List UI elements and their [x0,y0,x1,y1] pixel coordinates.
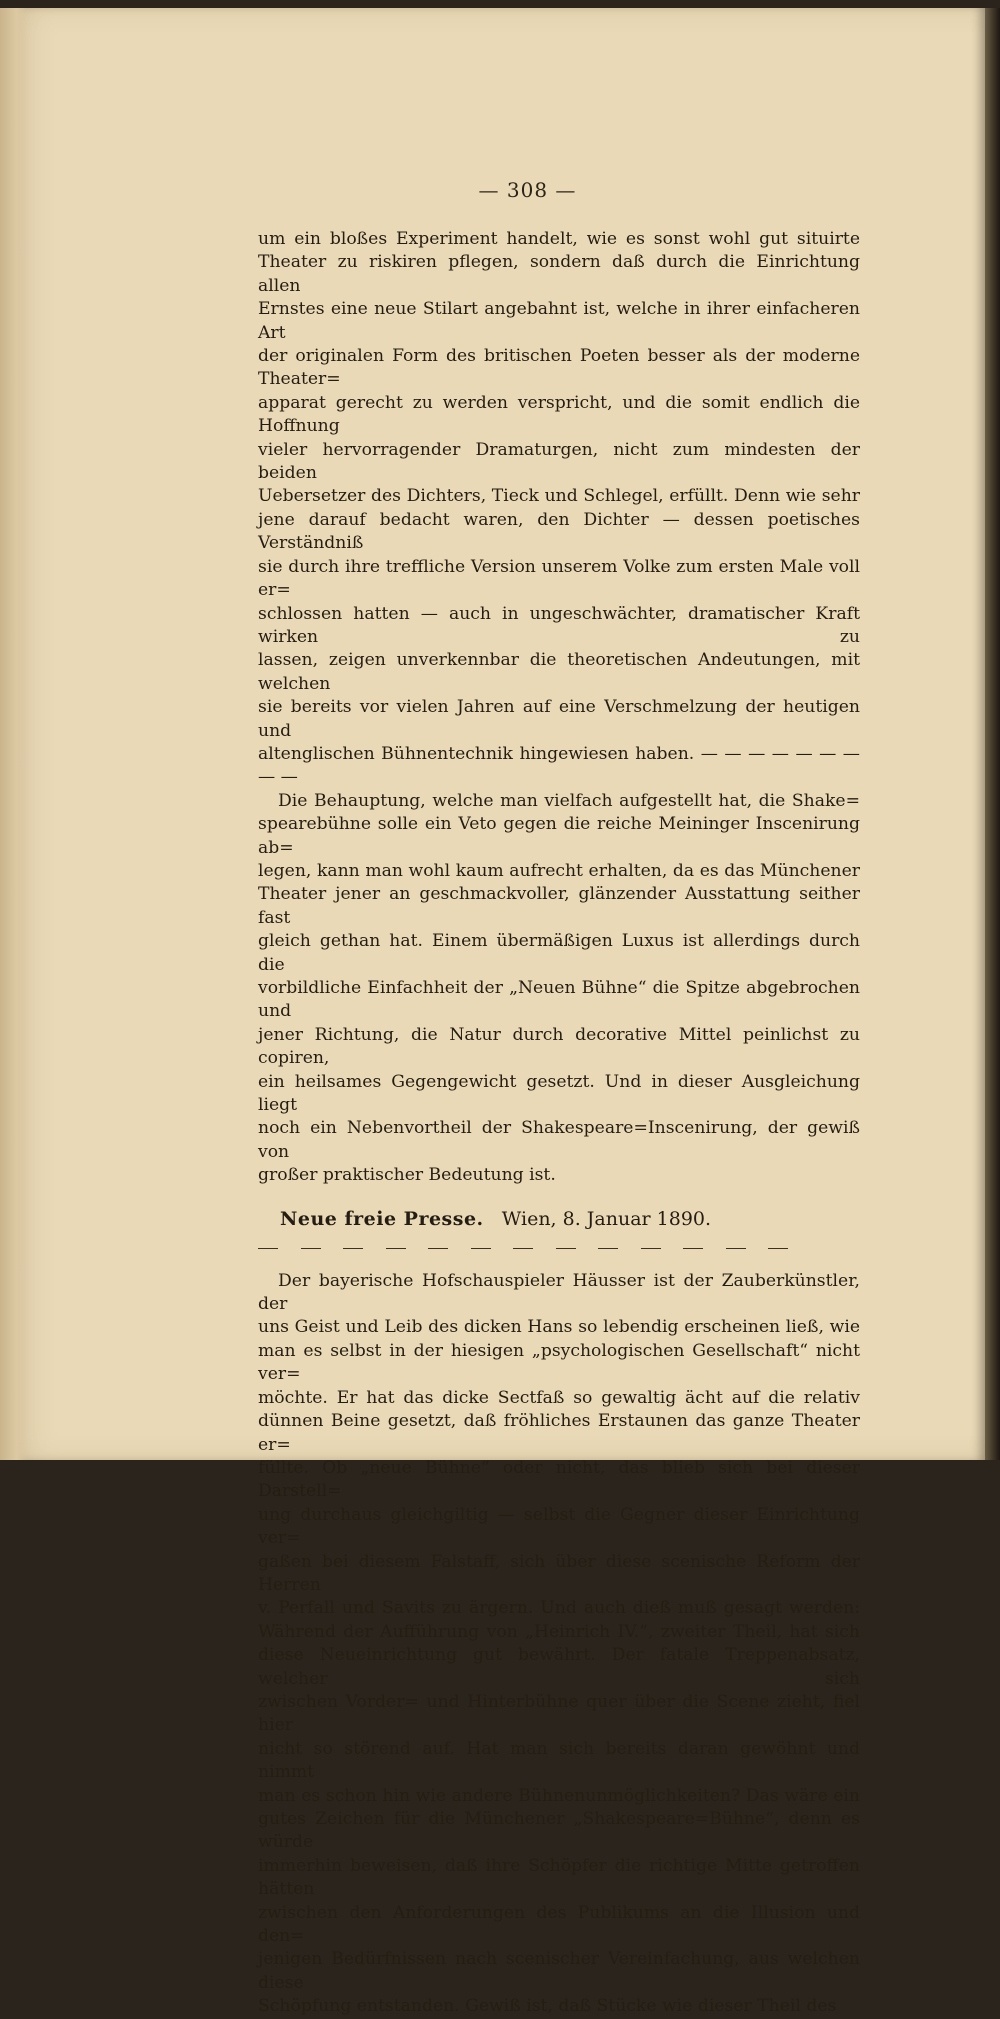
paragraph-review [258,1270,860,2019]
text-line: Ernstes eine neue Stilart angebahnt ist, welche in ihrer einfacheren Art [258,299,860,343]
text-line: gutes Zeichen für die Münchener „Shakespeare=Bühne“, denn es würde [258,1809,860,1853]
text-line: Während der Aufführung von „Heinrich IV.“, zweiter Theil, hat sich [258,1621,860,1642]
page-gutter [0,8,28,1460]
newspaper-name: Neue freie Presse. [280,1207,484,1230]
book-page [0,8,985,2017]
paragraph-behauptung [258,790,860,1188]
text-line: zwischen den Anforderungen des Publikums an die Illusion und den= [258,1902,860,1947]
text-line: sie durch ihre treffliche Version unserem Volke zum ersten Male voll er= [258,556,860,601]
text-line: ein heilsames Gegengewicht gesetzt. Und in dieser Ausgleichung liegt [258,1071,860,1116]
text-line: apparat gerecht zu werden verspricht, und die somit endlich die Hoffnung [258,392,860,437]
text-line: füllte. Ob „neue Bühne“ oder nicht, das blieb sich bei dieser Darstell= [258,1457,860,1502]
text-line: dünnen Beine gesetzt, daß fröhliches Erstaunen das ganze Theater er= [258,1411,860,1455]
text-line: immerhin beweisen, daß ihre Schöpfer die richtige Mitte getroffen hätten [258,1855,860,1900]
text-line: schlossen hatten — auch in ungeschwächter, dramatischer Kraft wirken zu [258,603,860,647]
text-line: diese Neueinrichtung gut bewährt. Der fatale Treppenabsatz, welcher sich [258,1645,860,1689]
text-line: lassen, zeigen unverkennbar die theoretischen Andeutungen, mit welchen [258,650,860,694]
text-line: vieler hervorragender Dramaturgen, nicht zum mindesten der beiden [258,439,860,484]
page-edge [985,8,1000,1460]
text-line: Schöpfung entstanden. Gewiß ist, daß Stücke wie dieser Theil des [258,1996,837,2017]
text-line: gaßen bei diesem Falstaff, sich über diese scenische Reform der Herren [258,1551,860,1595]
text-line: der originalen Form des britischen Poeten besser als der moderne Theater= [258,346,860,390]
text-line: großer praktischer Bedeutung ist. [258,1165,556,1186]
text-line: Uebersetzer des Dichters, Tieck und Schlegel, erfüllt. Denn wie sehr [258,486,860,507]
text-line: uns Geist und Leib des dicken Hans so lebendig erscheinen ließ, wie [258,1317,860,1338]
text-line: um ein bloßes Experiment handelt, wie es sonst wohl gut situirte [258,229,860,249]
text-line: v. Perfall und Savits zu ärgern. Und auch dieß muß gesagt werden: [258,1598,860,1619]
text-line: jener Richtung, die Natur durch decorative Mittel peinlichst zu copiren, [258,1024,860,1069]
text-line: legen, kann man wohl kaum aufrecht erhalten, da es das Münchener [258,860,860,881]
text-line: gleich gethan hat. Einem übermäßigen Luxus ist allerdings durch die [258,931,860,975]
text-line: noch ein Nebenvortheil der Shakespeare=Inscenirung, der gewiß von [258,1118,860,1162]
text-line: man es selbst in der hiesigen „psychologischen Gesellschaft“ nicht ver= [258,1340,860,1385]
section-heading [258,1206,860,1232]
text-line: zwischen Vorder= und Hinterbühne quer über die Scene zieht, fiel hier [258,1691,860,1736]
text-line: jene darauf bedacht waren, den Dichter — dessen poetisches Verständniß [258,509,860,554]
text-line: Theater jener an geschmackvoller, glänzender Ausstattung seither fast [258,884,860,928]
text-line: altenglischen Bühnentechnik hingewiesen haben. — — — — — — — — — [258,743,860,788]
text-line: nicht so störend auf. Hat man sich bereits daran gewöhnt und nimmt [258,1738,860,1783]
place-date: Wien, 8. Januar 1890. [501,1207,712,1230]
text-line: Theater zu riskiren pflegen, sondern daß durch die Einrichtung allen [258,252,860,296]
text-line: ung durchaus gleichgiltig — selbst die Gegner dieser Einrichtung ver= [258,1504,860,1549]
text-line: spearebühne solle ein Veto gegen die reiche Meininger Inscenirung ab= [258,814,860,858]
text-line: man es schon hin wie andere Bühnenunmöglichkeiten? Das wäre ein [258,1785,860,1806]
text-line: jenigen Bedürfnissen nach scenischer Vereinfachung, aus welchen diese [258,1949,860,1993]
text-line: Die Behauptung, welche man vielfach aufgestellt hat, die Shake= [278,790,860,811]
paragraph-continuation [258,228,860,790]
text-line: vorbildliche Einfachheit der „Neuen Bühne“ die Spitze abgebrochen und [258,978,860,1022]
text-line: sie bereits vor vielen Jahren auf eine Verschmelzung der heutigen und [258,697,860,741]
body-text [258,228,860,2019]
text-line: möchte. Er hat das dicke Sectfaß so gewaltig ächt auf die relativ [258,1387,860,1408]
text-line: Der bayerische Hofschauspieler Häusser ist der Zauberkünstler, der [258,1270,860,1315]
dash-separator [258,1238,788,1268]
page-number: — 308 — [478,178,577,202]
